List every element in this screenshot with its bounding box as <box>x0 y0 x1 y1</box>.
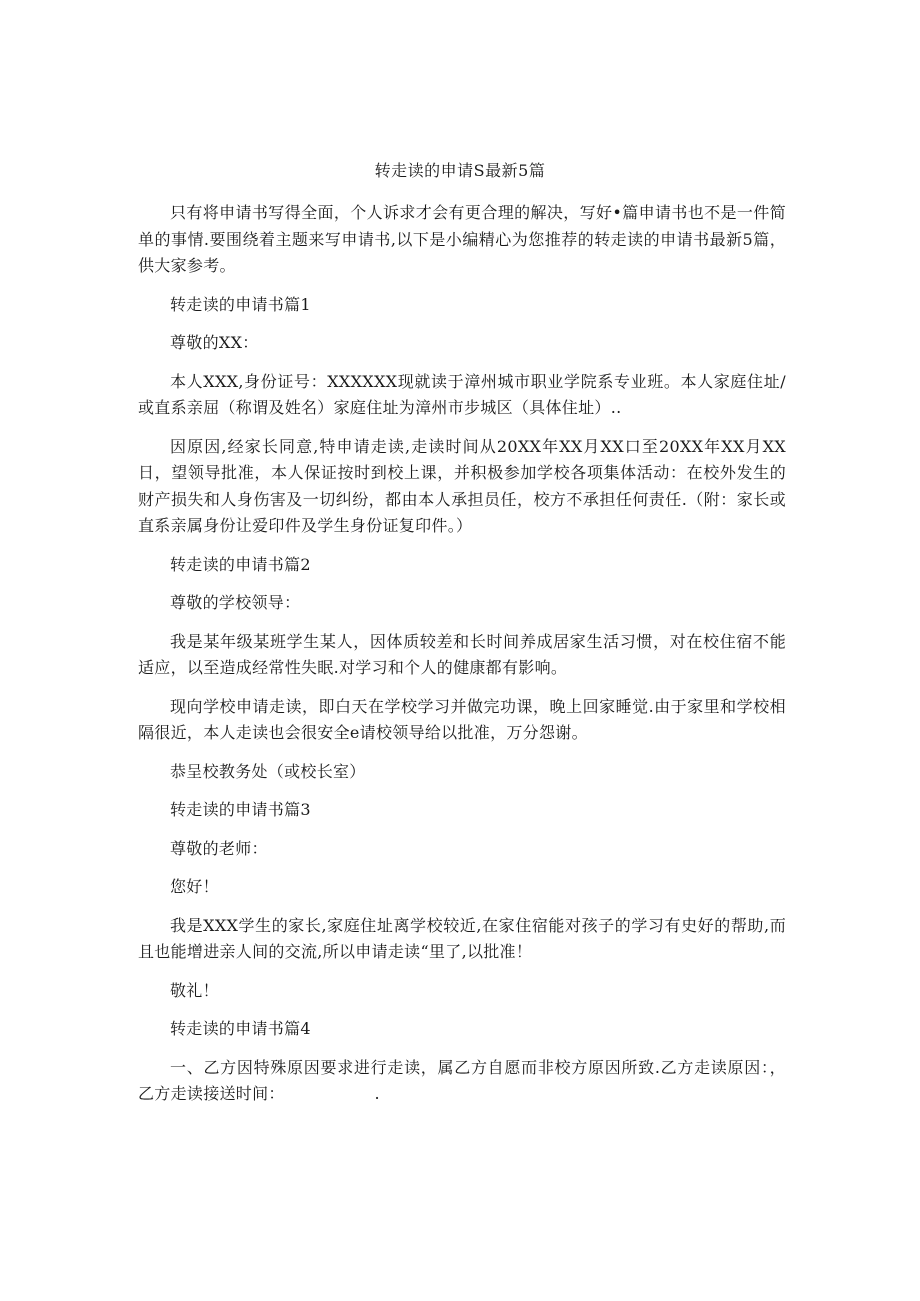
intro-paragraph: 只有将申请书写得全面，个人诉求才会有更合理的解决，写好•篇申请书也不是一件简单的事情.要围绕着主题来写申请书,以下是小编精心为您推荐的转走读的申请书最新5篇，供大家参考。 <box>138 203 786 275</box>
salutation: 尊敬的老师： <box>170 838 268 858</box>
greeting: 您好！ <box>170 877 219 896</box>
section-heading: 转走读的申请书篇2 <box>170 554 311 574</box>
document-body <box>138 200 786 1120</box>
section-heading: 转走读的申请书篇1 <box>170 294 311 314</box>
section-heading: 转走读的申请书篇4 <box>170 1019 311 1038</box>
closing-line: 恭呈校教务处（或校长室） <box>170 761 366 781</box>
salutation: 尊敬的学校领导： <box>170 593 301 612</box>
body-paragraph: 因原因,经家长同意,特申请走读,走读时间从20XX年XX月XX口至20XX年XX月XX日，望领导批准，本人保证按时到校上课，并积极参加学校各项集体活动：在校外发生的财产损失和人身伤害及一切纠纷，都由本人承担员任，校方不承担任何责任.（附：家长或直系亲属身份让爱印件及学生身份证复印件。） <box>138 436 786 535</box>
body-paragraph: 一、乙方因特殊原因要求进行走读，属乙方自愿而非校方原因所致.乙方走读原因：，乙方走读接送时间： . <box>138 1057 786 1103</box>
closing-line: 敬礼！ <box>170 980 219 1000</box>
body-paragraph: 现向学校申请走读，即白天在学校学习并做完功课，晚上回家睡觉.由于家里和学校相隔很近，本人走读也会很安全e请校领导给以批准，万分怨谢。 <box>138 696 786 742</box>
body-paragraph: 我是某年级某班学生某人，因体质较差和长时间养成居家生活习惯，对在校住宿不能适应，以至造成经常性失眠.对学习和个人的健康都有影响。 <box>138 631 786 677</box>
section-heading: 转走读的申请书篇3 <box>170 800 311 819</box>
body-paragraph: 我是XXX学生的家长,家庭住址离学校较近,在家住宿能对孩子的学习有史好的帮助,而且也能增进亲人间的交流,所以申请走读“里了,以批准！ <box>138 915 786 961</box>
salutation: 尊敬的XX： <box>170 333 259 352</box>
document-title: 转走读的申请S最新5篇 <box>374 161 546 180</box>
body-paragraph: 本人XXX,身份证号：XXXXXX现就读于漳州城市职业学院系专业班。本人家庭住址/或直系亲屈（称谓及姓名）家庭住址为漳州市步城区（具体住址）.. <box>138 371 786 417</box>
